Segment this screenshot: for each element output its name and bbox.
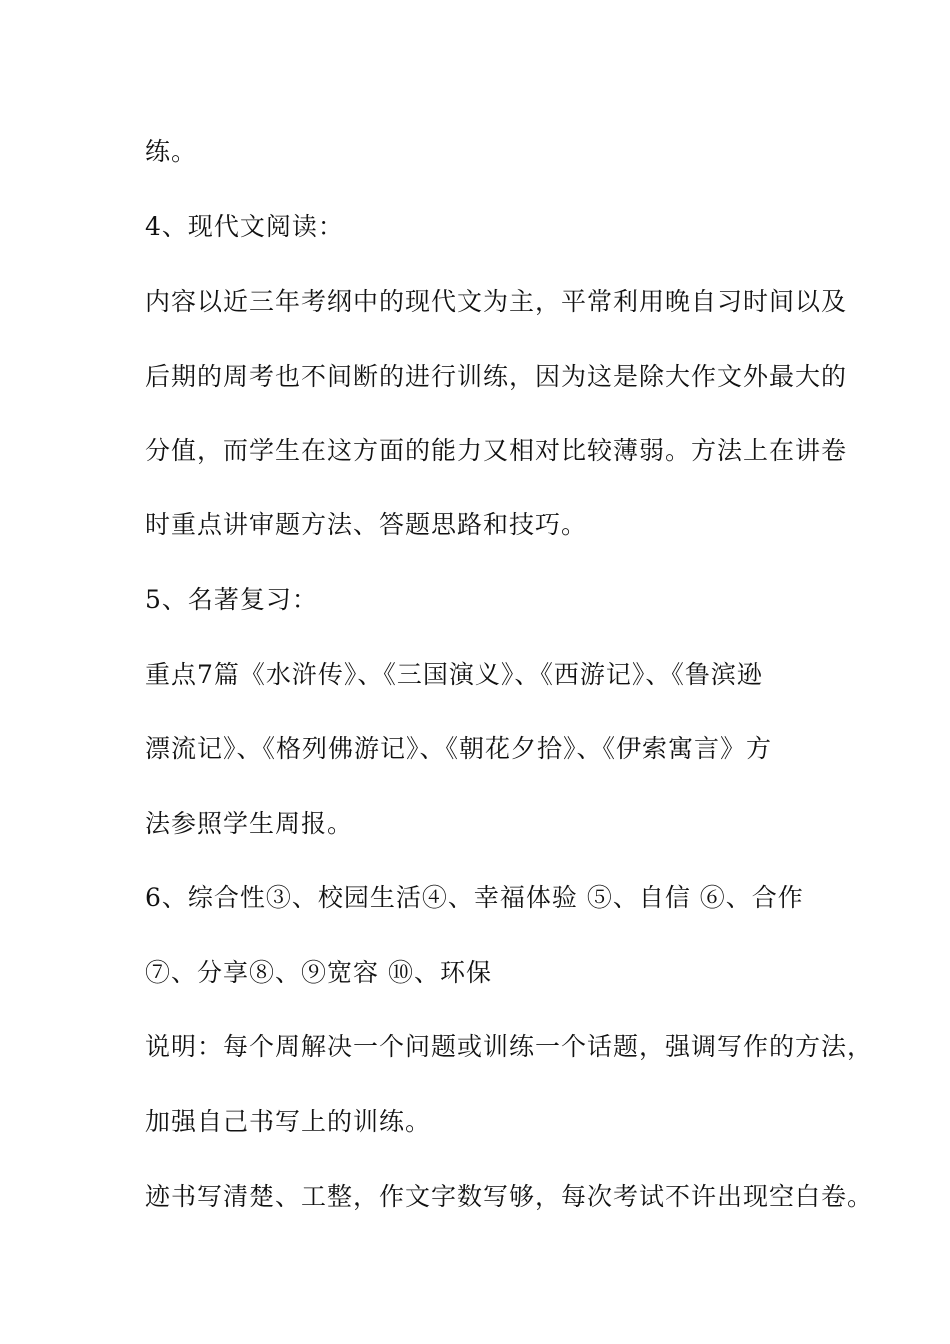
section-heading: 5、名著复习： [145, 585, 318, 614]
section-heading: 4、现代文阅读： [145, 212, 344, 241]
text-line: 6、综合性③、校园生活④、幸福体验 ⑤、自信 ⑥、合作 [145, 883, 804, 912]
text-line: 加强自己书写上的训练。 [145, 1107, 432, 1136]
text-line: 法参照学生周报。 [145, 809, 354, 838]
text-line: 说明：每个周解决一个问题或训练一个话题，强调写作的方法， [145, 1032, 874, 1061]
text-line: 迹书写清楚、工整，作文字数写够，每次考试不许出现空白卷。 [145, 1182, 874, 1211]
text-line: 时重点讲审题方法、答题思路和技巧。 [145, 510, 588, 539]
text-line: 后期的周考也不间断的进行训练，因为这是除大作文外最大的 [145, 362, 848, 391]
text-line: 分值，而学生在这方面的能力又相对比较薄弱。方法上在讲卷 [145, 436, 848, 465]
text-line: ⑦、分享⑧、⑨宽容 ⑩、环保 [145, 958, 492, 987]
text-line: 漂流记》、《格列佛游记》、《朝花夕拾》、《伊索寓言》方 [145, 734, 773, 763]
text-line: 练。 [145, 137, 198, 166]
text-line: 重点7篇《水浒传》、《三国演义》、《西游记》、《鲁滨逊 [145, 660, 763, 689]
text-line: 内容以近三年考纲中的现代文为主，平常利用晚自习时间以及 [145, 287, 848, 316]
